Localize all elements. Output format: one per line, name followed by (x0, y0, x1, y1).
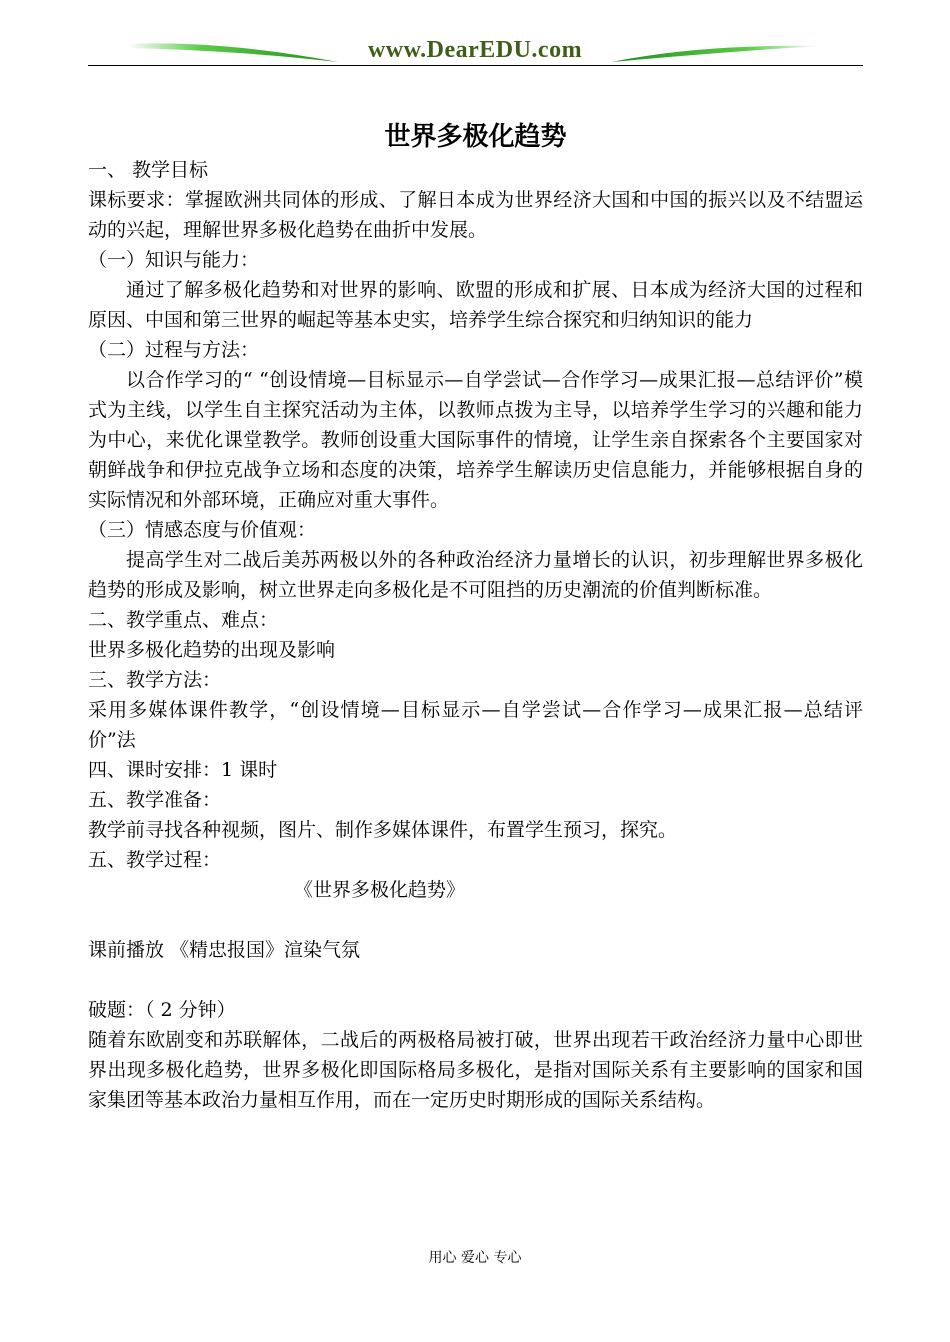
paragraph: 二、教学重点、难点： (88, 609, 279, 631)
section-title: 《世界多极化趋势》 (294, 879, 466, 901)
paragraph: 四、课时安排：1 课时 (88, 759, 278, 781)
site-logo-text: www.DearEDU.com (367, 37, 583, 63)
paragraph: 教学前寻找各种视频，图片、制作多媒体课件，布置学生预习，探究。 (88, 819, 678, 841)
paragraph: 五、教学准备： (88, 789, 222, 811)
document-title: 世界多极化趋势 (384, 122, 567, 152)
paragraph: （三）情感态度与价值观： (88, 519, 317, 541)
intro-heading: 破题：（ 2 分钟） (88, 999, 236, 1021)
paragraph: 三、教学方法： (88, 669, 222, 691)
page-footer: 用心 爱心 专心 (428, 1250, 522, 1266)
document-body (88, 120, 863, 1115)
paragraph: 以合作学习的“ “创设情境—目标显示—自学尝试—合作学习—成果汇报—总结评价”模式为主线，以学生自主探究活动为主体，以教师点拨为主导，以培养学生学习的兴趣和能力为中心，来优化课堂教学。教师创设重大国际事件的情境，让学生亲自探索各个主要国家对朝鲜战争和伊拉克战争立场和态度的决策，培养学生解读历史信息能力，并能够根据自身的实际情况和外部环境，正确应对重大事件。 (88, 369, 863, 511)
paragraph: （一）知识与能力： (88, 249, 260, 271)
blank-line (88, 965, 863, 995)
paragraph: （二）过程与方法： (88, 339, 260, 361)
paragraph-list (88, 155, 863, 875)
paragraph: 世界多极化趋势的出现及影响 (88, 639, 336, 661)
intro-paragraph: 随着东欧剧变和苏联解体，二战后的两极格局被打破，世界出现若干政治经济力量中心即世界出现多极化趋势，世界多极化即国际格局多极化，是指对国际关系有主要影响的国家和国家集团等基本政治力量相互作用，而在一定历史时期形成的国际关系结构。 (88, 1029, 863, 1111)
paragraph: 五、教学过程： (88, 849, 222, 871)
paragraph: 采用多媒体课件教学，“创设情境—目标显示—自学尝试—合作学习—成果汇报—总结评价”法 (88, 699, 863, 751)
paragraph: 一、 教学目标 (88, 159, 209, 181)
paragraph: 通过了解多极化趋势和对世界的影响、欧盟的形成和扩展、日本成为经济大国的过程和原因、中国和第三世界的崛起等基本史实，培养学生综合探究和归纳知识的能力 (88, 279, 863, 331)
header-rule (88, 65, 863, 66)
paragraph: 提高学生对二战后美苏两极以外的各种政治经济力量增长的认识，初步理解世界多极化趋势的形成及影响，树立世界走向多极化是不可阻挡的历史潮流的价值判断标准。 (88, 549, 863, 601)
page-header (0, 0, 950, 72)
pre-class-note: 课前播放 《精忠报国》渲染气氛 (88, 939, 361, 961)
paragraph: 课标要求：掌握欧洲共同体的形成、了解日本成为世界经济大国和中国的振兴以及不结盟运动的兴起，理解世界多极化趋势在曲折中发展。 (88, 189, 863, 241)
blank-line (88, 905, 863, 935)
